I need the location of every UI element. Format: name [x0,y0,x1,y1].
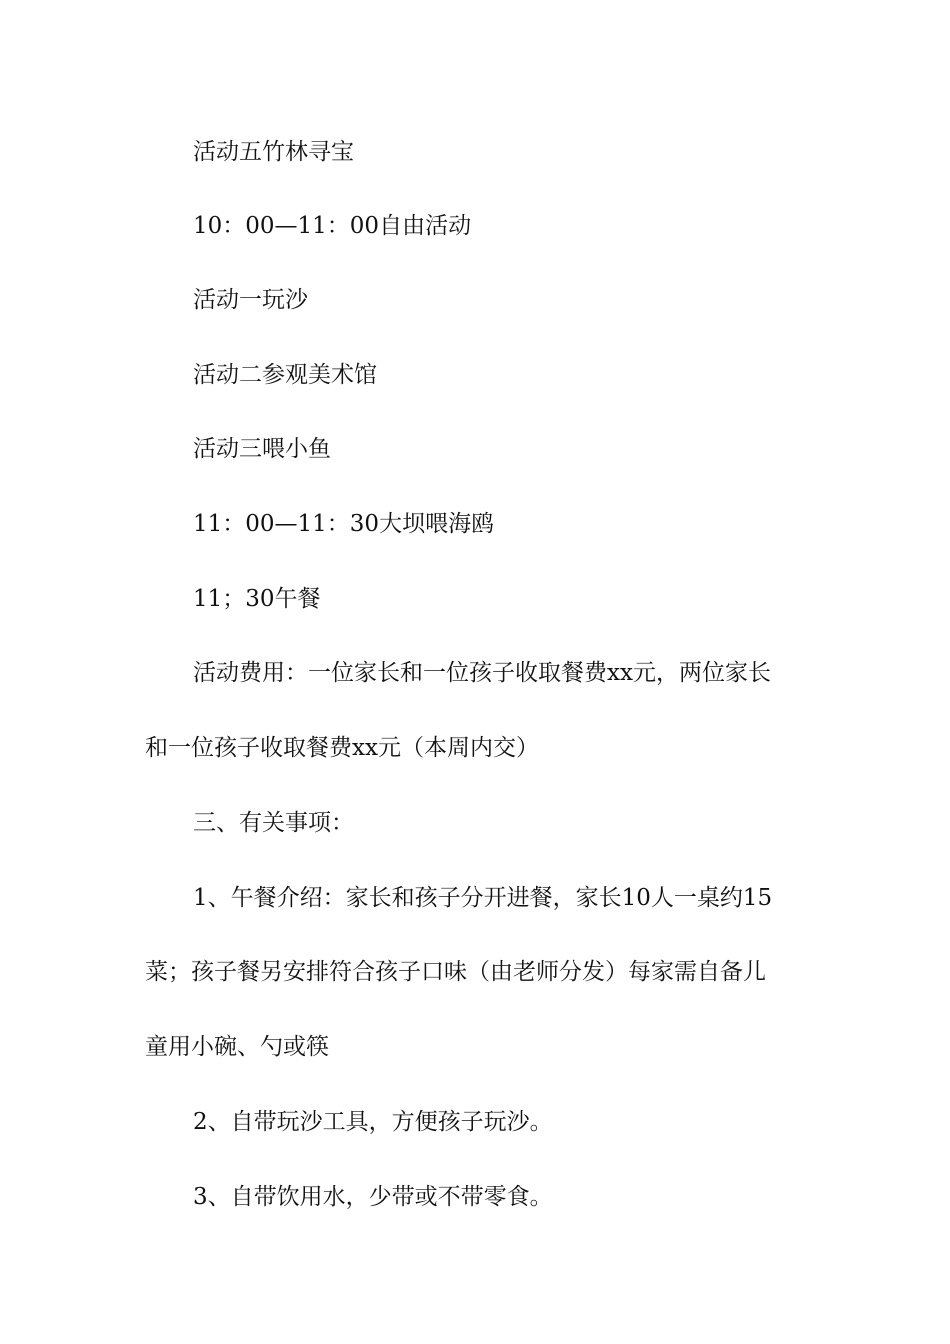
text-line-seagull-time: 11：00—11：30大坝喂海鸥 [193,511,495,537]
text-line-activity-5: 活动五竹林寻宝 [193,139,354,165]
text-line-free-activity-time: 10：00—11：00自由活动 [193,213,472,239]
text-line-lunch-time: 11；30午餐 [193,586,321,612]
text-line-activity-1: 活动一玩沙 [193,287,308,313]
text-line-activity-3: 活动三喂小鱼 [193,436,331,462]
text-line-note-1-part-2: 菜；孩子餐另安排符合孩子口味（由老师分发）每家需自备儿 [145,959,766,985]
section-heading-notes: 三、有关事项： [193,810,354,836]
text-line-note-3: 3、自带饮用水，少带或不带零食。 [193,1184,553,1210]
text-line-activity-2: 活动二参观美术馆 [193,362,377,388]
text-line-note-2: 2、自带玩沙工具，方便孩子玩沙。 [193,1109,553,1135]
text-line-note-1-part-1: 1、午餐介绍：家长和孩子分开进餐，家长10人一桌约15 [193,885,773,911]
text-line-note-1-part-3: 童用小碗、勺或筷 [145,1034,329,1060]
text-line-fee-part-2: 和一位孩子收取餐费xx元（本周内交） [145,735,539,761]
text-line-fee-part-1: 活动费用：一位家长和一位孩子收取餐费xx元，两位家长 [193,660,771,686]
